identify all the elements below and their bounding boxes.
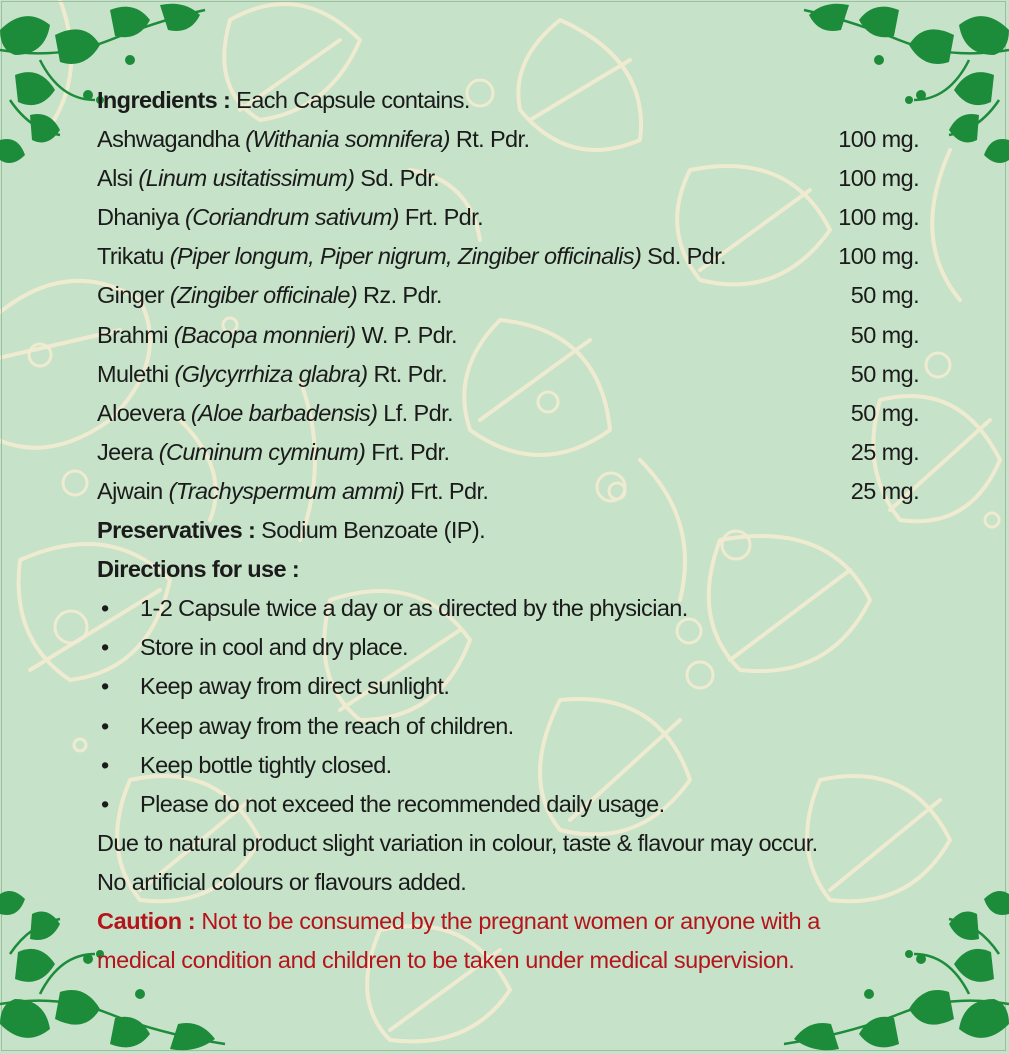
direction-item xyxy=(97,707,927,746)
directions-list xyxy=(97,589,927,824)
ingredient-part: Rt. Pdr. xyxy=(455,126,530,153)
ingredient-row xyxy=(97,237,927,276)
ingredient-latin-name: (Trachyspermum ammi) xyxy=(168,477,405,504)
ingredient-part: Rt. Pdr. xyxy=(373,360,448,387)
bullet-icon: • xyxy=(101,673,109,700)
ingredient-description xyxy=(97,276,442,315)
no-artificial-note: No artificial colours or flavours added. xyxy=(97,868,467,895)
ingredient-latin-name: (Piper longum, Piper nigrum, Zingiber officinalis) xyxy=(169,243,642,270)
direction-item xyxy=(97,628,927,667)
direction-text: Keep away from the reach of children. xyxy=(140,712,514,739)
ingredient-dose: 50 mg. xyxy=(850,399,919,426)
bullet-icon: • xyxy=(101,595,109,622)
direction-text: Store in cool and dry place. xyxy=(140,634,408,661)
direction-text: Keep away from direct sunlight. xyxy=(140,673,450,700)
ingredient-row xyxy=(97,159,927,198)
ingredient-name: Ajwain xyxy=(97,477,163,504)
ingredient-name: Jeera xyxy=(97,438,153,465)
direction-text: 1-2 Capsule twice a day or as directed by the physician. xyxy=(140,595,688,622)
ingredient-dose: 50 mg. xyxy=(850,360,919,387)
preservatives-value: Sodium Benzoate (IP). xyxy=(261,517,485,544)
preservatives-line xyxy=(97,511,927,550)
ingredient-description xyxy=(97,355,447,394)
ingredients-intro: Each Capsule contains. xyxy=(236,87,470,113)
ingredient-row xyxy=(97,355,927,394)
ingredient-row xyxy=(97,120,927,159)
ingredient-dose: 50 mg. xyxy=(850,282,919,309)
ingredient-description xyxy=(97,159,439,198)
direction-text: Please do not exceed the recommended daily usage. xyxy=(140,790,665,817)
caution-text-2: medical condition and children to be taken under medical supervision. xyxy=(97,947,795,974)
ingredient-row xyxy=(97,316,927,355)
direction-item xyxy=(97,667,927,706)
preservatives-label: Preservatives : xyxy=(97,517,256,544)
ingredient-latin-name: (Linum usitatissimum) xyxy=(138,165,355,192)
ingredient-row xyxy=(97,276,927,315)
ingredient-part: Sd. Pdr. xyxy=(647,243,726,270)
direction-item xyxy=(97,589,927,628)
ingredient-row xyxy=(97,472,927,511)
ingredient-part: Sd. Pdr. xyxy=(360,165,440,192)
ingredient-latin-name: (Glycyrrhiza glabra) xyxy=(174,360,368,387)
bullet-icon: • xyxy=(101,634,109,661)
bullet-icon: • xyxy=(101,712,109,739)
caution-line-1 xyxy=(97,902,927,941)
ingredient-name: Ginger xyxy=(97,282,164,309)
ingredient-dose: 100 mg. xyxy=(838,243,919,270)
ingredient-part: Rz. Pdr. xyxy=(363,282,442,309)
ingredient-part: Frt. Pdr. xyxy=(371,438,450,465)
ingredient-dose: 25 mg. xyxy=(850,438,919,465)
ingredient-row xyxy=(97,394,927,433)
bullet-icon: • xyxy=(101,751,109,778)
bullet-icon: • xyxy=(101,790,109,817)
ingredient-part: Lf. Pdr. xyxy=(383,399,453,426)
ingredient-latin-name: (Cuminum cyminum) xyxy=(158,438,366,465)
ingredients-label: Ingredients : xyxy=(97,87,231,113)
ingredient-latin-name: (Coriandrum sativum) xyxy=(184,204,399,231)
ingredient-description xyxy=(97,394,453,433)
ingredient-list xyxy=(97,120,927,511)
ingredient-dose: 100 mg. xyxy=(838,126,919,153)
ingredient-name: Alsi xyxy=(97,165,133,192)
direction-item xyxy=(97,746,927,785)
ingredient-row xyxy=(97,198,927,237)
ingredient-description xyxy=(97,316,457,355)
ingredient-description xyxy=(97,472,488,511)
ingredient-description xyxy=(97,198,483,237)
ingredient-name: Aloevera xyxy=(97,399,185,426)
ingredients-heading xyxy=(97,81,927,120)
ingredient-part: Frt. Pdr. xyxy=(410,477,489,504)
variation-note: Due to natural product slight variation in colour, taste & flavour may occur. xyxy=(97,829,818,856)
ingredient-latin-name: (Aloe barbadensis) xyxy=(190,399,378,426)
ingredient-dose: 100 mg. xyxy=(838,165,919,192)
caution-label: Caution : xyxy=(97,907,196,934)
direction-text: Keep bottle tightly closed. xyxy=(140,751,392,778)
ingredient-dose: 50 mg. xyxy=(850,321,919,348)
ingredient-latin-name: (Bacopa monnieri) xyxy=(173,321,356,348)
ingredient-name: Brahmi xyxy=(97,321,168,348)
ingredient-part: W. P. Pdr. xyxy=(361,321,457,348)
direction-item xyxy=(97,785,927,824)
caution-text-1: Not to be consumed by the pregnant women or anyone with a xyxy=(201,907,820,934)
ingredient-dose: 100 mg. xyxy=(838,204,919,231)
ingredient-row xyxy=(97,433,927,472)
ingredient-dose: 25 mg. xyxy=(850,477,919,504)
ingredient-description xyxy=(97,120,529,159)
ingredient-description xyxy=(97,433,449,472)
ingredient-name: Dhaniya xyxy=(97,204,180,231)
ingredient-latin-name: (Zingiber officinale) xyxy=(169,282,358,309)
ingredient-name: Mulethi xyxy=(97,360,169,387)
label-text-block xyxy=(97,81,927,980)
ingredient-latin-name: (Withania somnifera) xyxy=(245,126,450,153)
ingredient-part: Frt. Pdr. xyxy=(404,204,483,231)
directions-heading: Directions for use : xyxy=(97,556,300,583)
ingredient-name: Ashwagandha xyxy=(97,126,240,153)
ingredient-name: Trikatu xyxy=(97,243,164,270)
ingredient-description xyxy=(97,237,726,276)
